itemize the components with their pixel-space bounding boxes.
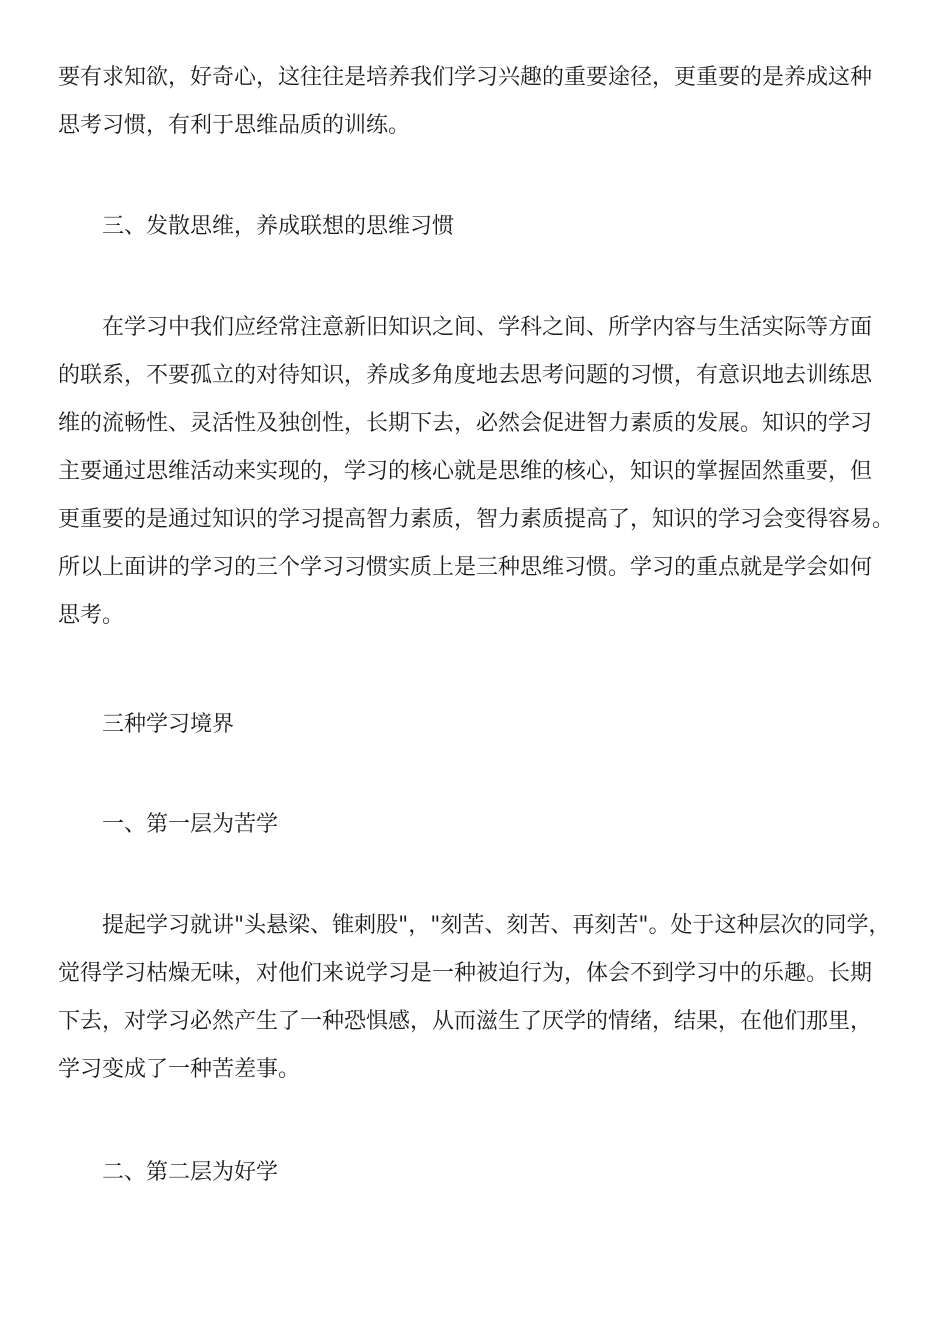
level-one-paragraph [58, 902, 898, 1094]
text-line: 的联系，不要孤立的对待知识，养成多角度地去思考问题的习惯，有意识地去训练思 [58, 363, 873, 388]
text-line: 主要通过思维活动来实现的，学习的核心就是思维的核心，知识的掌握固然重要，但 [58, 459, 873, 484]
text-line: 学习变成了一种苦差事。 [58, 1057, 301, 1082]
level-one-heading [58, 801, 898, 849]
section-title-three-levels [58, 701, 898, 749]
association-paragraph [58, 304, 898, 640]
text-line: 所以上面讲的学习的三个学习习惯实质上是三种思维习惯。学习的重点就是学会如何 [58, 555, 873, 580]
heading-text: 三种学习境界 [102, 712, 235, 737]
heading-text: 一、第一层为苦学 [102, 812, 279, 837]
heading-text: 三、发散思维，养成联想的思维习惯 [102, 214, 455, 239]
text-line: 要有求知欲，好奇心，这往往是培养我们学习兴趣的重要途径，更重要的是养成这种 [58, 65, 873, 90]
text-line: 思考习惯，有利于思维品质的训练。 [58, 113, 411, 138]
text-line: 更重要的是通过知识的学习提高智力素质，智力素质提高了，知识的学习会变得容易。 [58, 507, 895, 532]
level-two-heading [58, 1149, 898, 1197]
heading-text: 二、第二层为好学 [102, 1160, 279, 1185]
section-heading-divergent-thinking [58, 203, 898, 251]
text-line: 维的流畅性、灵活性及独创性，长期下去，必然会促进智力素质的发展。知识的学习 [58, 411, 873, 436]
text-line: 下去，对学习必然产生了一种恐惧感，从而滋生了厌学的情绪，结果，在他们那里， [58, 1009, 873, 1034]
text-line: 觉得学习枯燥无味，对他们来说学习是一种被迫行为，体会不到学习中的乐趣。长期 [58, 961, 873, 986]
text-line: 思考。 [58, 603, 125, 628]
intro-paragraph [58, 54, 898, 150]
text-line: 提起学习就讲"头悬梁、锥刺股"，"刻苦、刻苦、再刻苦"。处于这种层次的同学， [102, 913, 891, 938]
text-line: 在学习中我们应经常注意新旧知识之间、学科之间、所学内容与生活实际等方面 [102, 315, 873, 340]
